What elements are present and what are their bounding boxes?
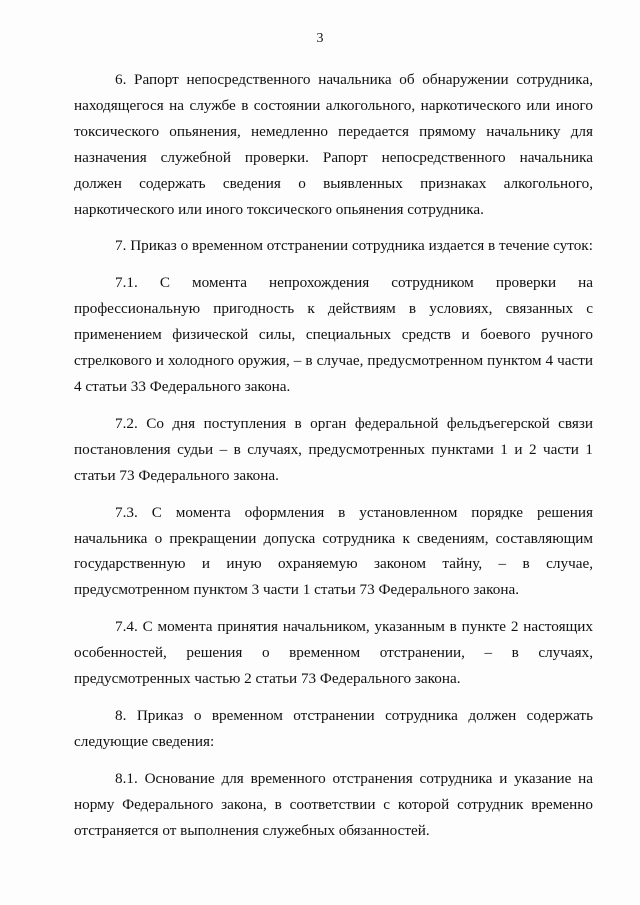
paragraph-7-1: 7.1. С момента непрохождения сотрудником проверки на профессиональную пригодность к действиям в условиях, связанных с применением физической силы, специальных средств и боевого ручного стрелкового и холодного оружия, – в случае, предусмотренном пунктом 4 части 4 статьи 33 Федерального закона. [74,274,593,395]
document-body [74,67,593,854]
paragraph-7-4: 7.4. С момента принятия начальником, указанным в пункте 2 настоящих особенностей, решения о временном отстранении, – в случаях, предусмотренных частью 2 статьи 73 Федерального закона. [74,618,593,688]
paragraph-7-2: 7.2. Со дня поступления в орган федеральной фельдъегерской связи постановления судьи – в случаях, предусмотренных пунктами 1 и 2 части 1 статьи 73 Федерального закона. [74,414,593,484]
paragraph-7: 7. Приказ о временном отстранении сотрудника издается в течение суток: [115,237,593,255]
paragraph-7-3: 7.3. С момента оформления в установленном порядке решения начальника о прекращении допуска сотрудника к сведениям, составляющим государственную и иную охраняемую законом тайну, – в случае, предусмотренном пунктом 3 части 1 статьи 73 Федерального закона. [74,503,593,599]
paragraph-8: 8. Приказ о временном отстранении сотрудника должен содержать следующие сведения: [74,706,593,750]
paragraph-6: 6. Рапорт непосредственного начальника об обнаружении сотрудника, находящегося на службе в состоянии алкогольного, наркотического или иного токсического опьянения, немедленно передается прямому начальнику для назначения служебной проверки. Рапорт непосредственного начальника должен содержать сведения о выявленных признаках алкогольного, наркотического или иного токсического опьянения сотрудника. [74,71,593,218]
page-number: 3 [316,31,324,46]
paragraph-8-1: 8.1. Основание для временного отстранения сотрудника и указание на норму Федерального закона, в соответствии с которой сотрудник временно отстраняется от выполнения служебных обязанностей. [74,769,593,839]
